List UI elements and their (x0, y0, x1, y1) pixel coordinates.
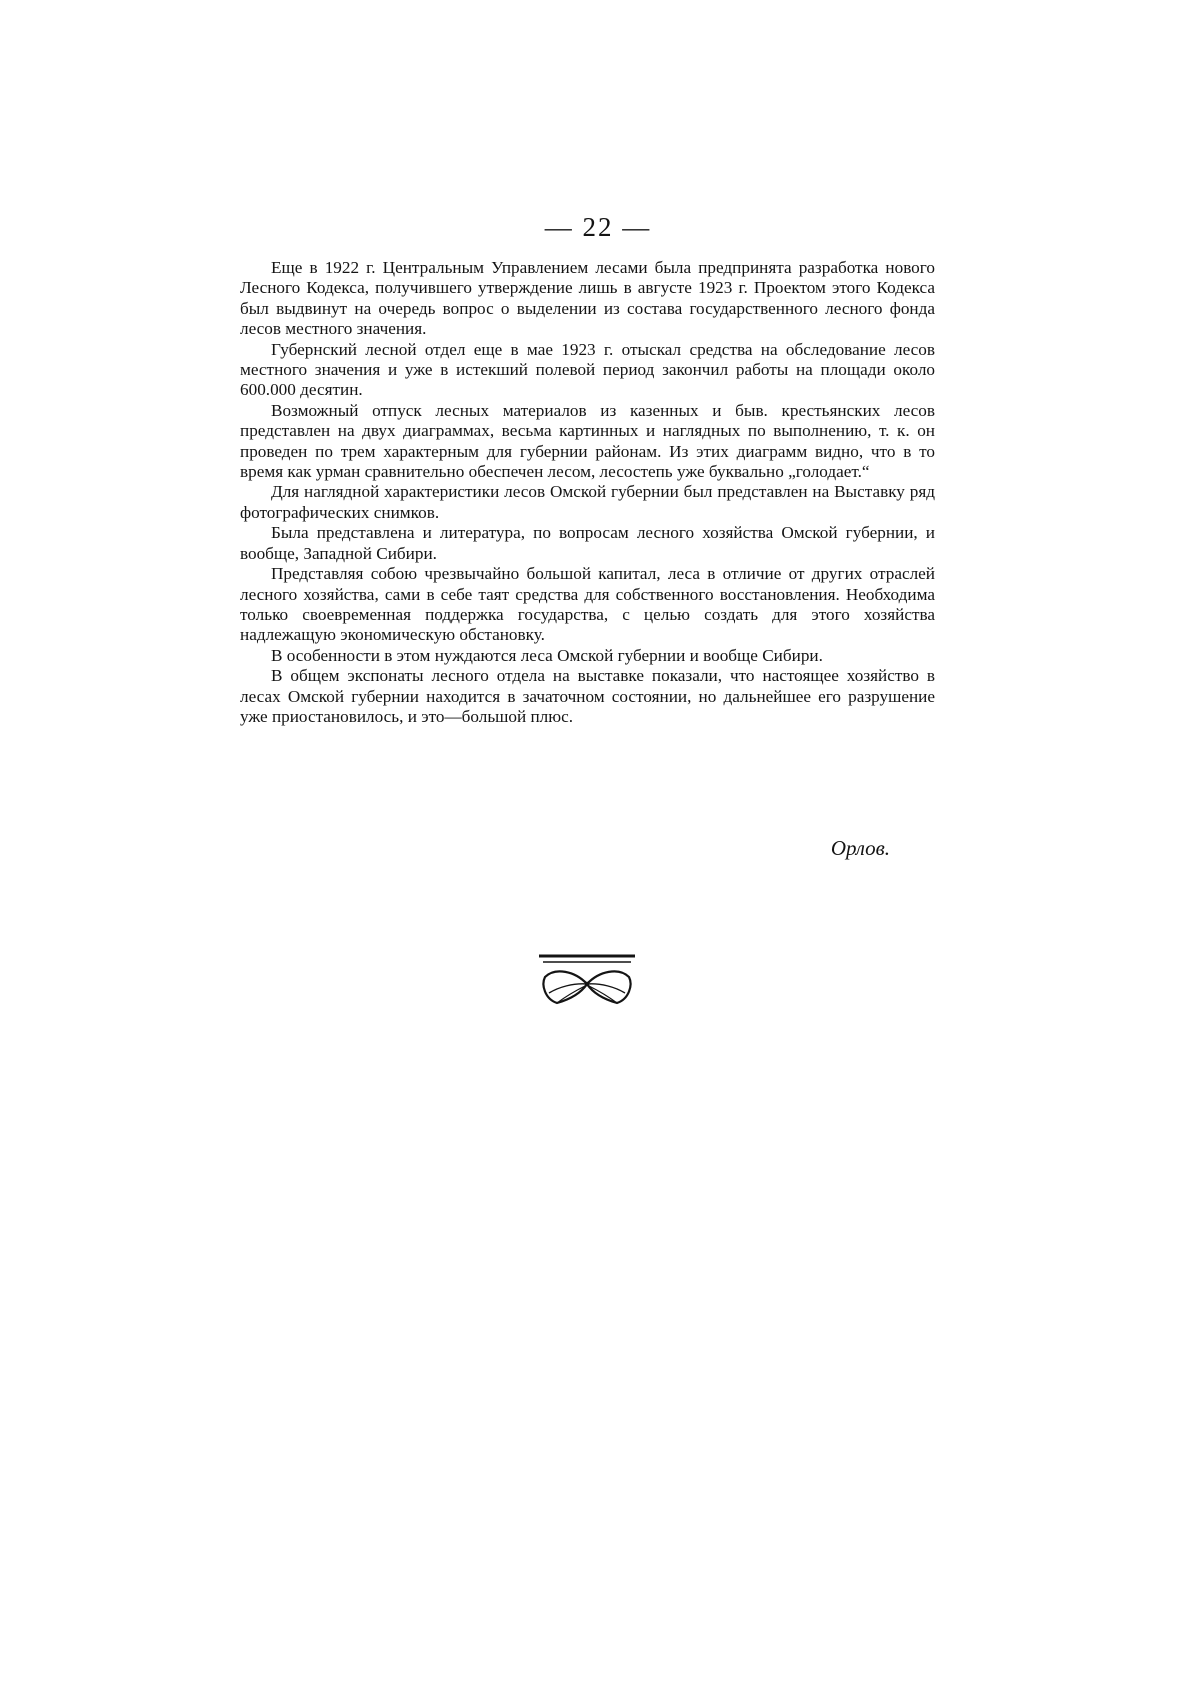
paragraph: Была представлена и литература, по вопросам лесного хозяйства Омской губернии, и вообще, Западной Сибири. (240, 523, 935, 563)
paragraph: Еще в 1922 г. Центральным Управлением лесами была предпринята разработка нового Лесного Кодекса, получившего утверждение лишь в августе 1923 г. Проектом этого Кодекса был выдвинут на очередь вопрос о выделении из состава государственного лесного фонда лесов местного значения. (240, 258, 935, 339)
paragraph: Для наглядной характеристики лесов Омской губернии был представлен на Выставку ряд фотографических снимков. (240, 482, 935, 522)
paragraph: Возможный отпуск лесных материалов из казенных и быв. крестьянских лесов представлен на двух диаграммах, весьма картинных и наглядных по выполнению, т. к. он проведен по трем характерным для губернии районам. Из этих диаграмм видно, что в то время как урман сравнительно обеспечен лесом, лесостепь уже буквально „голодает.“ (240, 400, 935, 482)
paragraph: В особенности в этом нуждаются леса Омской губернии и вообще Сибири. (271, 645, 823, 665)
paragraph: В общем экспонаты лесного отдела на выставке показали, что настоящее хозяйство в лесах Омской губернии находится в зачаточном состоянии, но дальнейшее его разрушение уже приостановилось, и это—большой плюс. (240, 666, 935, 726)
body-text (240, 258, 935, 727)
author-signature: Орлов. (830, 836, 890, 860)
page-number: — 22 — (544, 212, 652, 242)
tailpiece-ornament-icon (537, 953, 637, 1015)
paragraph: Представляя собою чрезвычайно большой капитал, леса в отличие от других отраслей лесного хозяйства, сами в себе таят средства для собственного восстановления. Необходима только своевременная поддержка государства, с целью создать для этого хозяйства надлежащую экономическую обстановку. (240, 564, 935, 645)
paragraph: Губернский лесной отдел еще в мае 1923 г. отыскал средства на обследование лесов местного значения и уже в истекший полевой период закончил работы на площади около 600.000 десятин. (240, 339, 935, 400)
